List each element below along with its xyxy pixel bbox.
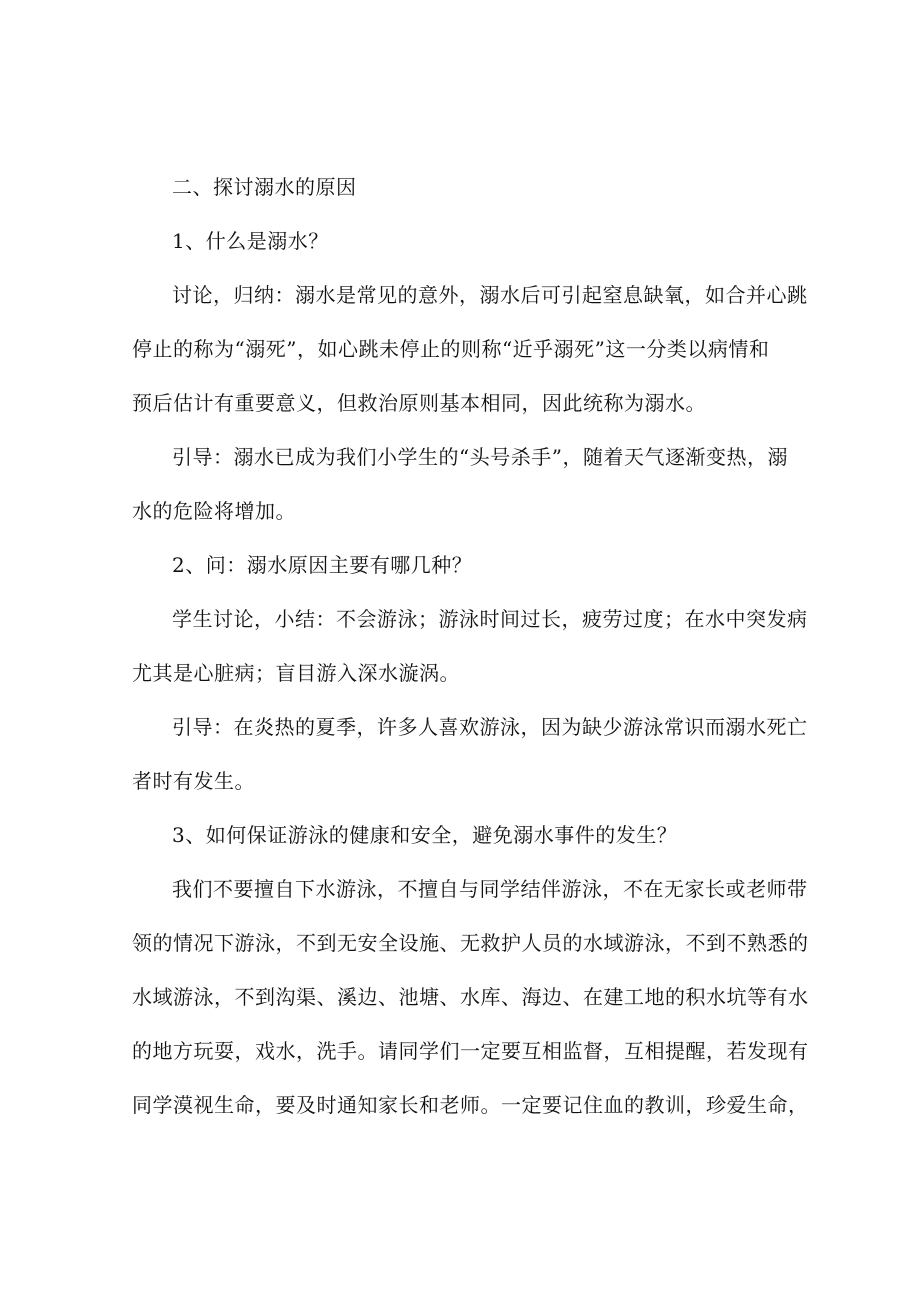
text-line: 引导：在炎热的夏季，许多人喜欢游泳，因为缺少游泳常识而溺水死亡 [172, 715, 808, 739]
text-line: 领的情况下游泳，不到无安全设施、无救护人员的水域游泳，不到不熟悉的 [132, 931, 809, 955]
text-line: 水域游泳，不到沟渠、溪边、池塘、水库、海边、在建工地的积水坑等有水 [132, 985, 809, 1009]
guide-paragraph-1 [132, 430, 794, 538]
text-line: 2、问：溺水原因主要有哪几种？ [172, 553, 473, 577]
text-line: 我们不要擅自下水游泳，不擅自与同学结伴游泳，不在无家长或老师带 [172, 877, 808, 901]
document-body [132, 160, 809, 1132]
rules-paragraph [132, 862, 809, 1132]
text-line: 的地方玩耍，戏水，洗手。请同学们一定要互相监督，互相提醒，若发现有 [132, 1039, 809, 1063]
question-3 [132, 808, 794, 862]
text-line: 3、如何保证游泳的健康和安全，避免溺水事件的发生？ [172, 823, 678, 847]
question-2 [132, 538, 794, 592]
question-1 [132, 214, 794, 268]
text-line: 者时有发生。 [132, 769, 255, 793]
text-line: 水的危险将增加。 [132, 499, 296, 523]
text-line: 尤其是心脏病；盲目游入深水漩涡。 [132, 661, 460, 685]
text-line: 引导：溺水已成为我们小学生的“头号杀手”，随着天气逐渐变热，溺 [172, 445, 788, 469]
text-line: 停止的称为“溺死”，如心跳未停止的则称“近乎溺死”这一分类以病情和 [132, 337, 770, 361]
text-line: 学生讨论，小结：不会游泳；游泳时间过长，疲劳过度；在水中突发病 [172, 607, 808, 631]
section-heading [132, 160, 794, 214]
text-line: 1、什么是溺水？ [172, 229, 329, 253]
text-line: 讨论，归纳：溺水是常见的意外，溺水后可引起窒息缺氧，如合并心跳 [172, 283, 808, 307]
guide-paragraph-2 [132, 700, 808, 808]
discussion-paragraph-2 [132, 592, 808, 700]
text-line: 预后估计有重要意义，但救治原则基本相同，因此统称为溺水。 [132, 391, 706, 415]
text-line: 二、探讨溺水的原因 [172, 175, 357, 199]
text-line: 同学漠视生命，要及时通知家长和老师。一定要记住血的教训，珍爱生命， [132, 1093, 809, 1117]
discussion-paragraph-1 [132, 268, 808, 430]
